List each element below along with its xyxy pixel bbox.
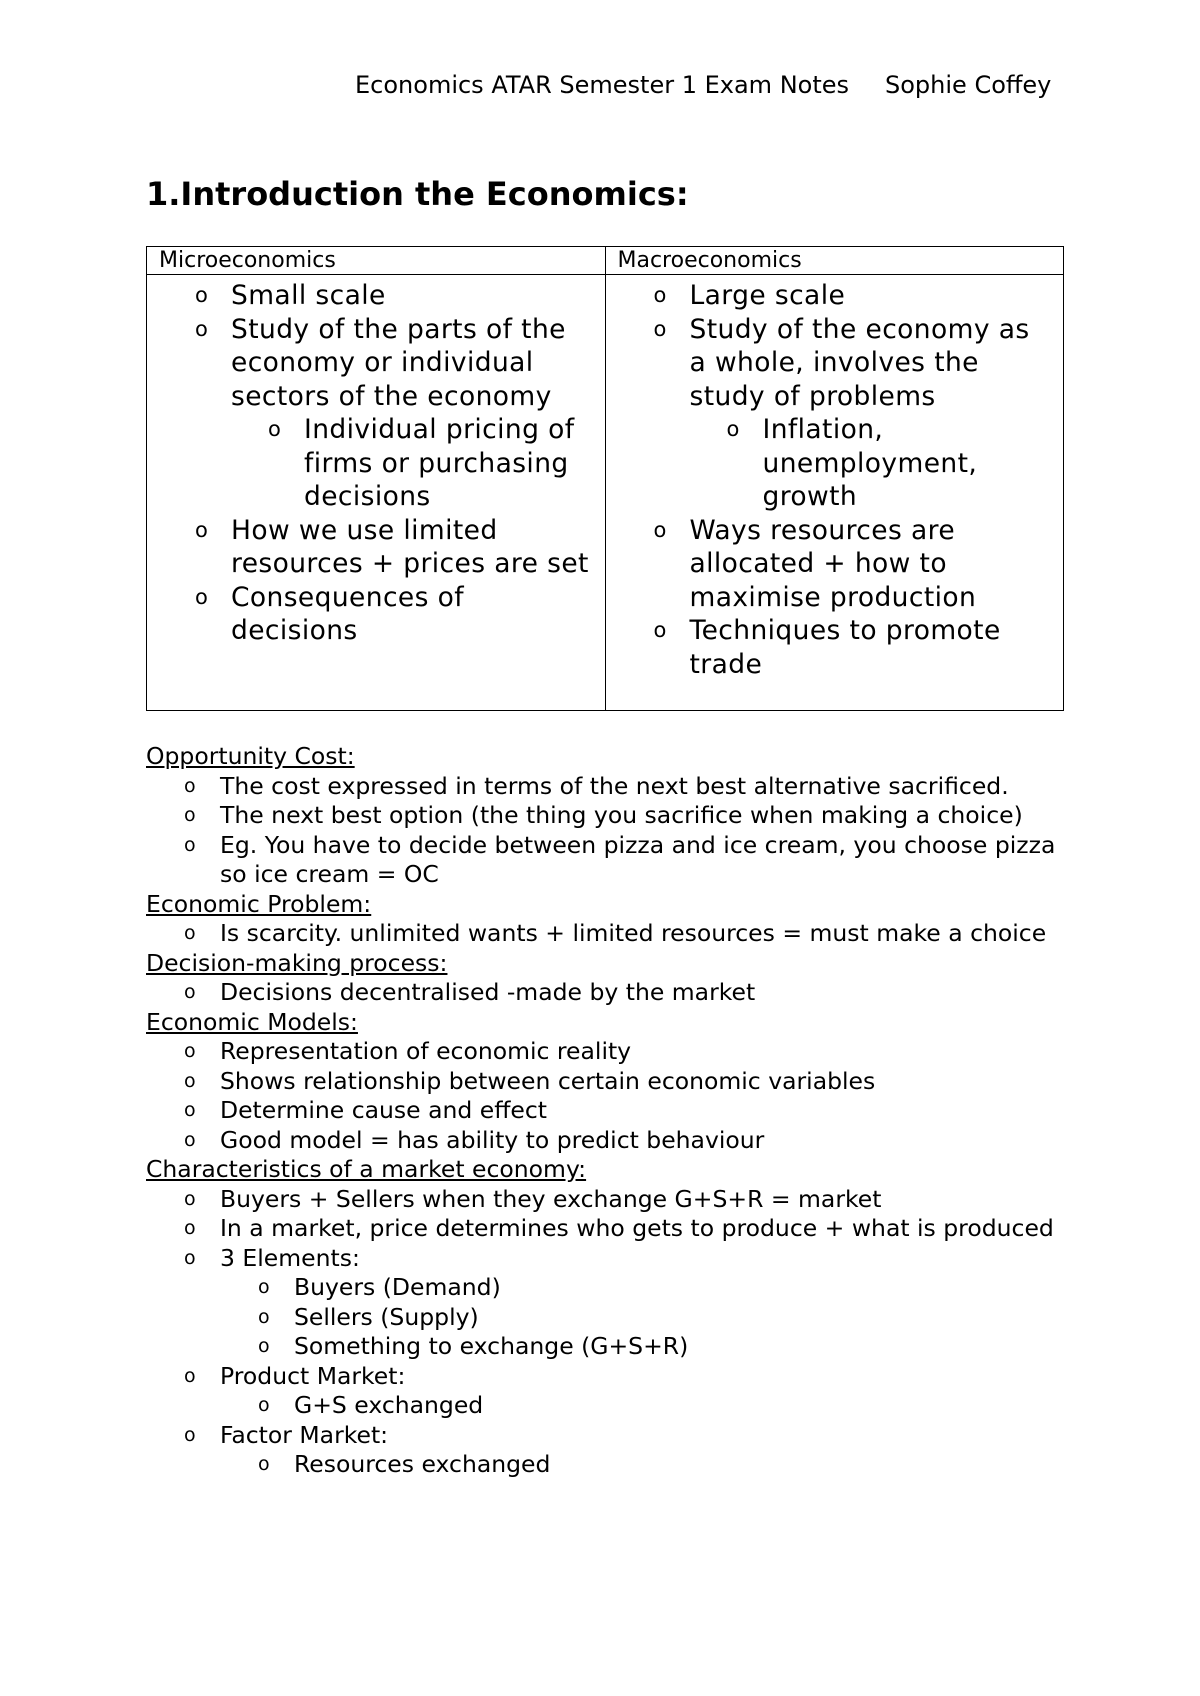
list-item: o Large scale: [606, 279, 1064, 313]
list-item: [146, 1244, 1076, 1362]
list-item: o Is scarcity. unlimited wants + limited resources = must make a choice: [146, 919, 1076, 949]
list-item: o Buyers + Sellers when they exchange G+S+R = market: [146, 1185, 1076, 1215]
list-item: o In a market, price determines who gets to produce + what is produced: [146, 1214, 1076, 1244]
list-item: [146, 1421, 1076, 1480]
list-item: o The next best option (the thing you sacrifice when making a choice): [146, 801, 1076, 831]
list-item-text: 3 Elements:: [220, 1243, 360, 1272]
sub-list-item: o Inflation, unemployment, growth: [690, 413, 1056, 514]
section-title: Opportunity Cost:: [146, 742, 355, 770]
list-item-text: Study of the parts of the economy or individual sectors of the economy: [231, 313, 566, 412]
section-decision-making-process: [146, 949, 1076, 1008]
section-heading: 1.Introduction the Economics:: [146, 175, 689, 213]
document-title: Economics ATAR Semester 1 Exam Notes: [355, 71, 850, 99]
list-item: o Representation of economic reality: [146, 1037, 1076, 1067]
list-item: o Techniques to promote trade: [606, 614, 1064, 681]
list-item: o Decisions decentralised -made by the market: [146, 978, 1076, 1008]
sub-list-item: o Buyers (Demand): [220, 1273, 1076, 1303]
comparison-table: [146, 246, 1064, 711]
section-title: Decision-making process:: [146, 948, 448, 977]
bullet-list: [146, 1037, 1076, 1155]
list-item: o Eg. You have to decide between pizza and ice cream, you choose pizza so ice cream = OC: [146, 831, 1076, 890]
bullet-list: [146, 1185, 1076, 1480]
list-item: o Good model = has ability to predict behaviour: [146, 1126, 1076, 1156]
sub-list: [220, 1391, 1076, 1421]
microeconomics-list: [147, 279, 605, 648]
section-title: Characteristics of a market economy:: [146, 1155, 587, 1183]
list-item: o How we use limited resources + prices are set: [147, 514, 605, 581]
bullet-list: [146, 772, 1076, 890]
bullet-list: [146, 919, 1076, 949]
macroeconomics-list: [606, 279, 1064, 681]
notes-body: [146, 742, 1076, 1480]
sub-list-item: o Individual pricing of firms or purchasing decisions: [231, 413, 597, 514]
sub-list: [690, 413, 1056, 514]
list-item-text: Factor Market:: [220, 1420, 389, 1449]
list-item: o Small scale: [147, 279, 605, 313]
sub-list-item: o Resources exchanged: [220, 1450, 1076, 1480]
list-item: o Shows relationship between certain economic variables: [146, 1067, 1076, 1097]
sub-list-item: o Sellers (Supply): [220, 1303, 1076, 1333]
sub-list: [220, 1450, 1076, 1480]
section-opportunity-cost: [146, 742, 1076, 890]
column-header-microeconomics: Microeconomics: [147, 247, 606, 275]
list-item: [606, 313, 1064, 514]
sub-list: [231, 413, 597, 514]
list-item-text: Product Market:: [220, 1361, 406, 1390]
list-item: [146, 1362, 1076, 1421]
list-item: [147, 313, 605, 514]
list-item: o Ways resources are allocated + how to maximise production: [606, 514, 1064, 615]
page-header: [355, 70, 1065, 100]
macroeconomics-cell: [605, 275, 1064, 711]
microeconomics-cell: [147, 275, 606, 711]
list-item-text: Study of the economy as a whole, involves the study of problems: [689, 313, 1030, 412]
sub-list-item: o G+S exchanged: [220, 1391, 1076, 1421]
section-economic-problem: [146, 890, 1076, 949]
section-title: Economic Models:: [146, 1007, 358, 1036]
column-header-macroeconomics: Macroeconomics: [605, 247, 1064, 275]
section-title: Economic Problem:: [146, 889, 372, 918]
list-item: o The cost expressed in terms of the next best alternative sacrificed.: [146, 772, 1076, 802]
list-item: o Consequences of decisions: [147, 581, 605, 648]
sub-list: [220, 1273, 1076, 1362]
section-market-economy: [146, 1155, 1076, 1480]
bullet-list: [146, 978, 1076, 1008]
author-name: Sophie Coffey: [885, 71, 1052, 99]
section-economic-models: [146, 1008, 1076, 1156]
list-item: o Determine cause and effect: [146, 1096, 1076, 1126]
sub-list-item: o Something to exchange (G+S+R): [220, 1332, 1076, 1362]
